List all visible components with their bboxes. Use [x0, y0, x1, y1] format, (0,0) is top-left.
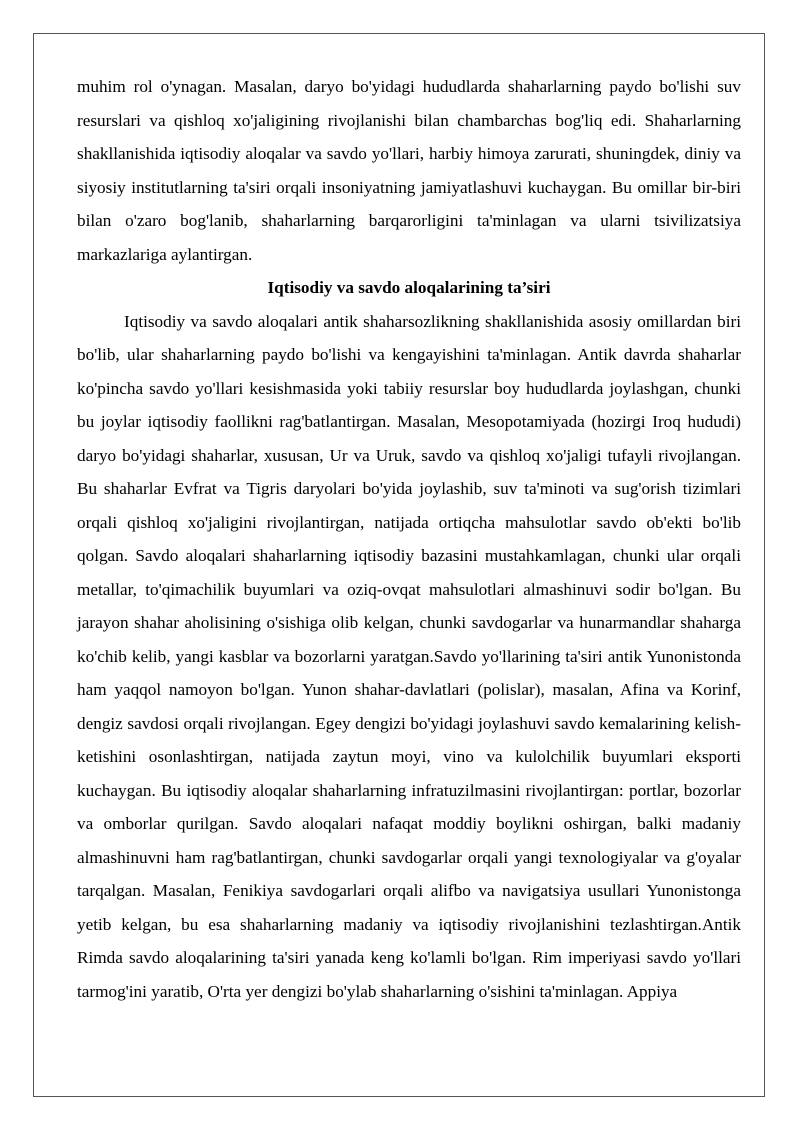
section-heading: Iqtisodiy va savdo aloqalarining ta’siri — [267, 278, 551, 297]
document-body — [77, 70, 741, 1008]
paragraph-main: Iqtisodiy va savdo aloqalari antik shaharsozlikning shakllanishida asosiy omillardan biri bo'lib, ular shaharlarning paydo bo'lishi va kengayishini ta'minlagan. Antik davrda shaharlar ko'pincha savdo yo'llari kesishmasida yoki tabiiy resurslar boy hududlarda joylashgan, chunki bu joylar iqtisodiy faollikni rag'batlantirgan. Masalan, Mesopotamiyada (hozirgi Iroq hududi) daryo bo'yidagi shaharlar, xususan, Ur va Uruk, savdo va qishloq xo'jaligi tufayli rivojlangan. Bu shaharlar Evfrat va Tigris daryolari bo'yida joylashib, suv ta'minoti va sug'orish tizimlari orqali qishloq xo'jaligini rivojlantirgan, natijada ortiqcha mahsulotlar savdo ob'ekti bo'lib qolgan. Savdo aloqalari shaharlarning iqtisodiy bazasini mustahkamlagan, chunki ular orqali metallar, to'qimachilik buyumlari va oziq-ovqat mahsulotlari almashinuvi sodir bo'lgan. Bu jarayon shahar aholisining o'sishiga olib kelgan, chunki savdogarlar va hunarmandlar shaharga ko'chib kelib, yangi kasblar va bozorlarni yaratgan.Savdo yo'llarining ta'siri antik Yunonistonda ham yaqqol namoyon bo'lgan. Yunon shahar-davlatlari (polislar), masalan, Afina va Korinf, dengiz savdosi orqali rivojlangan. Egey dengizi bo'yidagi joylashuvi savdo kemalarining kelish-ketishini osonlashtirgan, natijada zaytun moyi, vino va kulolchilik buyumlari eksporti kuchaygan. Bu iqtisodiy aloqalar shaharlarning infratuzilmasini rivojlantirgan: portlar, bozorlar va omborlar qurilgan. Savdo aloqalari nafaqat moddiy boylikni oshirgan, balki madaniy almashinuvni ham rag'batlantirgan, chunki savdogarlar orqali yangi texnologiyalar va g'oyalar tarqalgan. Masalan, Fenikiya savdogarlari orqali alifbo va navigatsiya usullari Yunonistonga yetib kelgan, bu esa shaharlarning madaniy va iqtisodiy rivojlanishini tezlashtirgan.Antik Rimda savdo aloqalarining ta'siri yanada keng ko'lamli bo'lgan. Rim imperiyasi savdo yo'llari tarmog'ini yaratib, O'rta yer dengizi bo'ylab shaharlarning o'sishini ta'minlagan. Appiya — [77, 311, 741, 1001]
paragraph-continuation: muhim rol o'ynagan. Masalan, daryo bo'yidagi hududlarda shaharlarning paydo bo'lishi suv resurslari va qishloq xo'jaligining rivojlanishi bilan chambarchas bog'liq edi. Shaharlarning shakllanishida iqtisodiy aloqalar va savdo yo'llari, harbiy himoya zarurati, shuningdek, diniy va siyosiy institutlarning ta'siri orqali insoniyatning jamiyatlashuvi kuchaygan. Bu omillar bir-biri bilan o'zaro bog'lanib, shaharlarning barqarorligini ta'minlagan va ularni tsivilizatsiya markazlariga aylantirgan. — [77, 77, 741, 264]
